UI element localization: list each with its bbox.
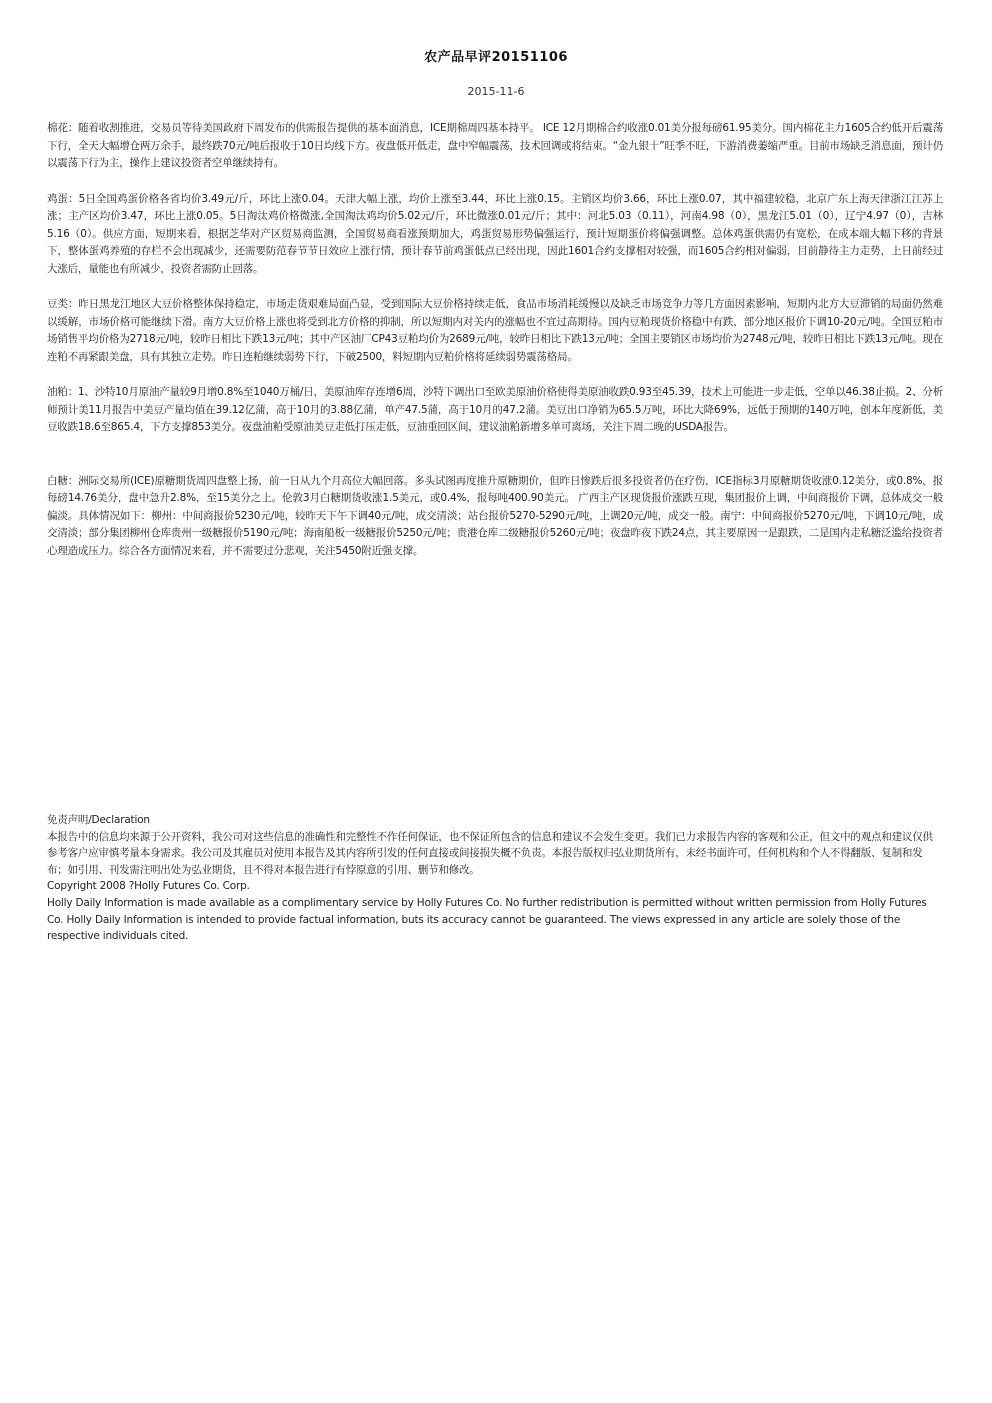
section-spacer — [47, 366, 943, 384]
disclaimer-block — [47, 812, 943, 945]
disclaimer-heading: 免责声明/Declaration — [47, 814, 150, 826]
cotton-paragraph: 棉花：随着收割推进，交易员等待美国政府下周发布的供需报告提供的基本面消息，ICE期棉周四基本持平。 ICE 12月期棉合约收涨0.01美分报每磅61.95美分。国内棉花主力1605合约低开后震荡下行，全天大幅增仓两万余手，最终跌70元/吨后报收于10日均线下方。夜盘低开低走，盘中窄幅震荡，技术回调或将结束。“金九银十”旺季不旺，下游消费萎缩严重。目前市场缺乏消息面，预计仍以震荡下行为主，操作上建议投资者空单继续持有。 — [47, 122, 943, 169]
section-spacer — [47, 173, 943, 191]
report-date: 2015-11-6 — [467, 85, 525, 98]
report-title: 农产品早评20151106 — [424, 50, 568, 65]
section-spacer — [47, 278, 943, 296]
sugar-paragraph: 白糖：洲际交易所(ICE)原糖期货周四盘整上扬，前一日从九个月高位大幅回落。多头试图再度推升原糖期价，但昨日惨跌后很多投资者仍在疗伤，ICE指标3月原糖期货收涨0.12美分，或0.8%，报每磅14.76美分，盘中急升2.8%，至15美分之上。伦敦3月白糖期货收涨1.5美元，或0.4%，报每吨400.90美元。 广西主产区现货报价涨跌互现，集团报价上调，中间商报价下调，总体成交一般偏淡。具体情况如下：柳州：中间商报价5230元/吨，较昨天下午下调40元/吨，成交清淡；站台报价5270-5290元/吨，上调20元/吨，成交一般。南宁：中间商报价5270元/吨，下调10元/吨，成交清淡；部分集团柳州仓库贵州一级糖报价5190元/吨；海南船板一级糖报价5250元/吨；贵港仓库二级糖报价5260元/吨；夜盘昨夜下跌24点，其主要原因一是跟跌，二是国内走私糖泛滥给投资者心理造成压力。综合各方面情况来看，并不需要过分悲观，关注5450附近强支撑。 — [47, 474, 943, 557]
oil-meal-paragraph: 油粕：1、沙特10月原油产量较9月增0.8%至1040万桶/日，美原油库存连增6周，沙特下调出口至欧美原油价格使得美原油收跌0.93至45.39，技术上可能进一步走低，空单以46.38止损。2、分析师预计美11月报告中美豆产量均值在39.12亿蒲，高于10月的3.88亿蒲，单产47.5蒲，高于10月的47.2蒲。美豆出口净销为65.5万吨，环比大降69%，远低于预期的140万吨，创本年度新低，美豆收跌18.6至865.4，下方支撑853美分。夜盘油粕受原油美豆走低打压走低，豆油重回区间，建议油粕新增多单可离场，关注下周二晚的USDA报告。 — [47, 386, 943, 433]
eggs-paragraph: 鸡蛋：5日全国鸡蛋价格各省均价3.49元/斤，环比上涨0.04。天津大幅上涨，均价上涨至3.44，环比上涨0.15。主销区均价3.66，环比上涨0.07，其中福建较稳，北京广东上海天津浙江江苏上涨；主产区均价3.47，环比上涨0.05。5日淘汰鸡价格微涨,全国淘汰鸡均价5.02元/斤，环比微涨0.01元/斤；其中：河北5.03（0.11），河南4.98（0），黑龙江5.01（0），辽宁4.97（0），吉林5.16（0）。供应方面，短期来看，根据芝华对产区贸易商监测，全国贸易商看涨预期加大，鸡蛋贸易形势偏强运行，预计短期蛋价将偏强调整。总体鸡蛋供需仍有宽松，在成本端大幅下移的背景下，整体蛋鸡养殖的存栏不会出现减少，还需要防范春节节日效应上涨行情，预计春节前鸡蛋低点已经出现，因此1601合约支撑相对较强，而1605合约相对偏弱，目前静待主力走势，上日前经过大涨后，量能也有所减少，投资者需防止回落。 — [47, 192, 943, 275]
soybean-paragraph: 豆类：昨日黑龙江地区大豆价格整体保持稳定，市场走货艰难局面凸显，受到国际大豆价格持续走低，食品市场消耗缓慢以及缺乏市场竞争力等几方面因素影响，短期内北方大豆滞销的局面仍然难以缓解，市场价格可能继续下滑。南方大豆价格上涨也将受到北方价格的抑制，所以短期内对关内的涨幅也不宜过高期待。国内豆粕现货价格稳中有跌，部分地区报价下调10-20元/吨。全国豆粕市场销售平均价格为2718元/吨，较昨日相比下跌13元/吨；其中产区油厂CP43豆粕均价为2689元/吨，较昨日相比下跌13元/吨；全国主要销区市场均价为2748元/吨，较昨日相比下跌13元/吨。现在连粕不再紧跟美盘，具有其独立走势。昨日连粕继续弱势下行，下破2500，料短期内豆粕价格将延续弱势震荡格局。 — [47, 298, 943, 363]
disclaimer-en-text: Holly Daily Information is made available as a complimentary service by Holly Futures Co. No further redistribution is permitted without written permission from Holly Futures Co. Holly Daily Information is intended to provide factual information, buts its accuracy cannot be guaranteed. The views expressed in any article are solely those of the respective individuals cited. — [47, 896, 927, 943]
section-spacer — [47, 437, 943, 473]
report-body — [47, 120, 943, 560]
copyright-line: Copyright 2008 ?Holly Futures Co. Corp. — [47, 880, 250, 893]
disclaimer-cn-text: 本报告中的信息均来源于公开资料，我公司对这些信息的准确性和完整性不作任何保证，也不保证所包含的信息和建议不会发生变更。我们已力求报告内容的客观和公正，但文中的观点和建议仅供参考客户应审慎考量本身需求。我公司及其雇员对使用本报告及其内容所引发的任何直接或间接损失概不负责。本报告版权归弘业期货所有，未经书面许可，任何机构和个人不得翻版、复制和发布；如引用、刊发需注明出处为弘业期货，且不得对本报告进行有悖原意的引用、删节和修改。 — [47, 830, 933, 876]
